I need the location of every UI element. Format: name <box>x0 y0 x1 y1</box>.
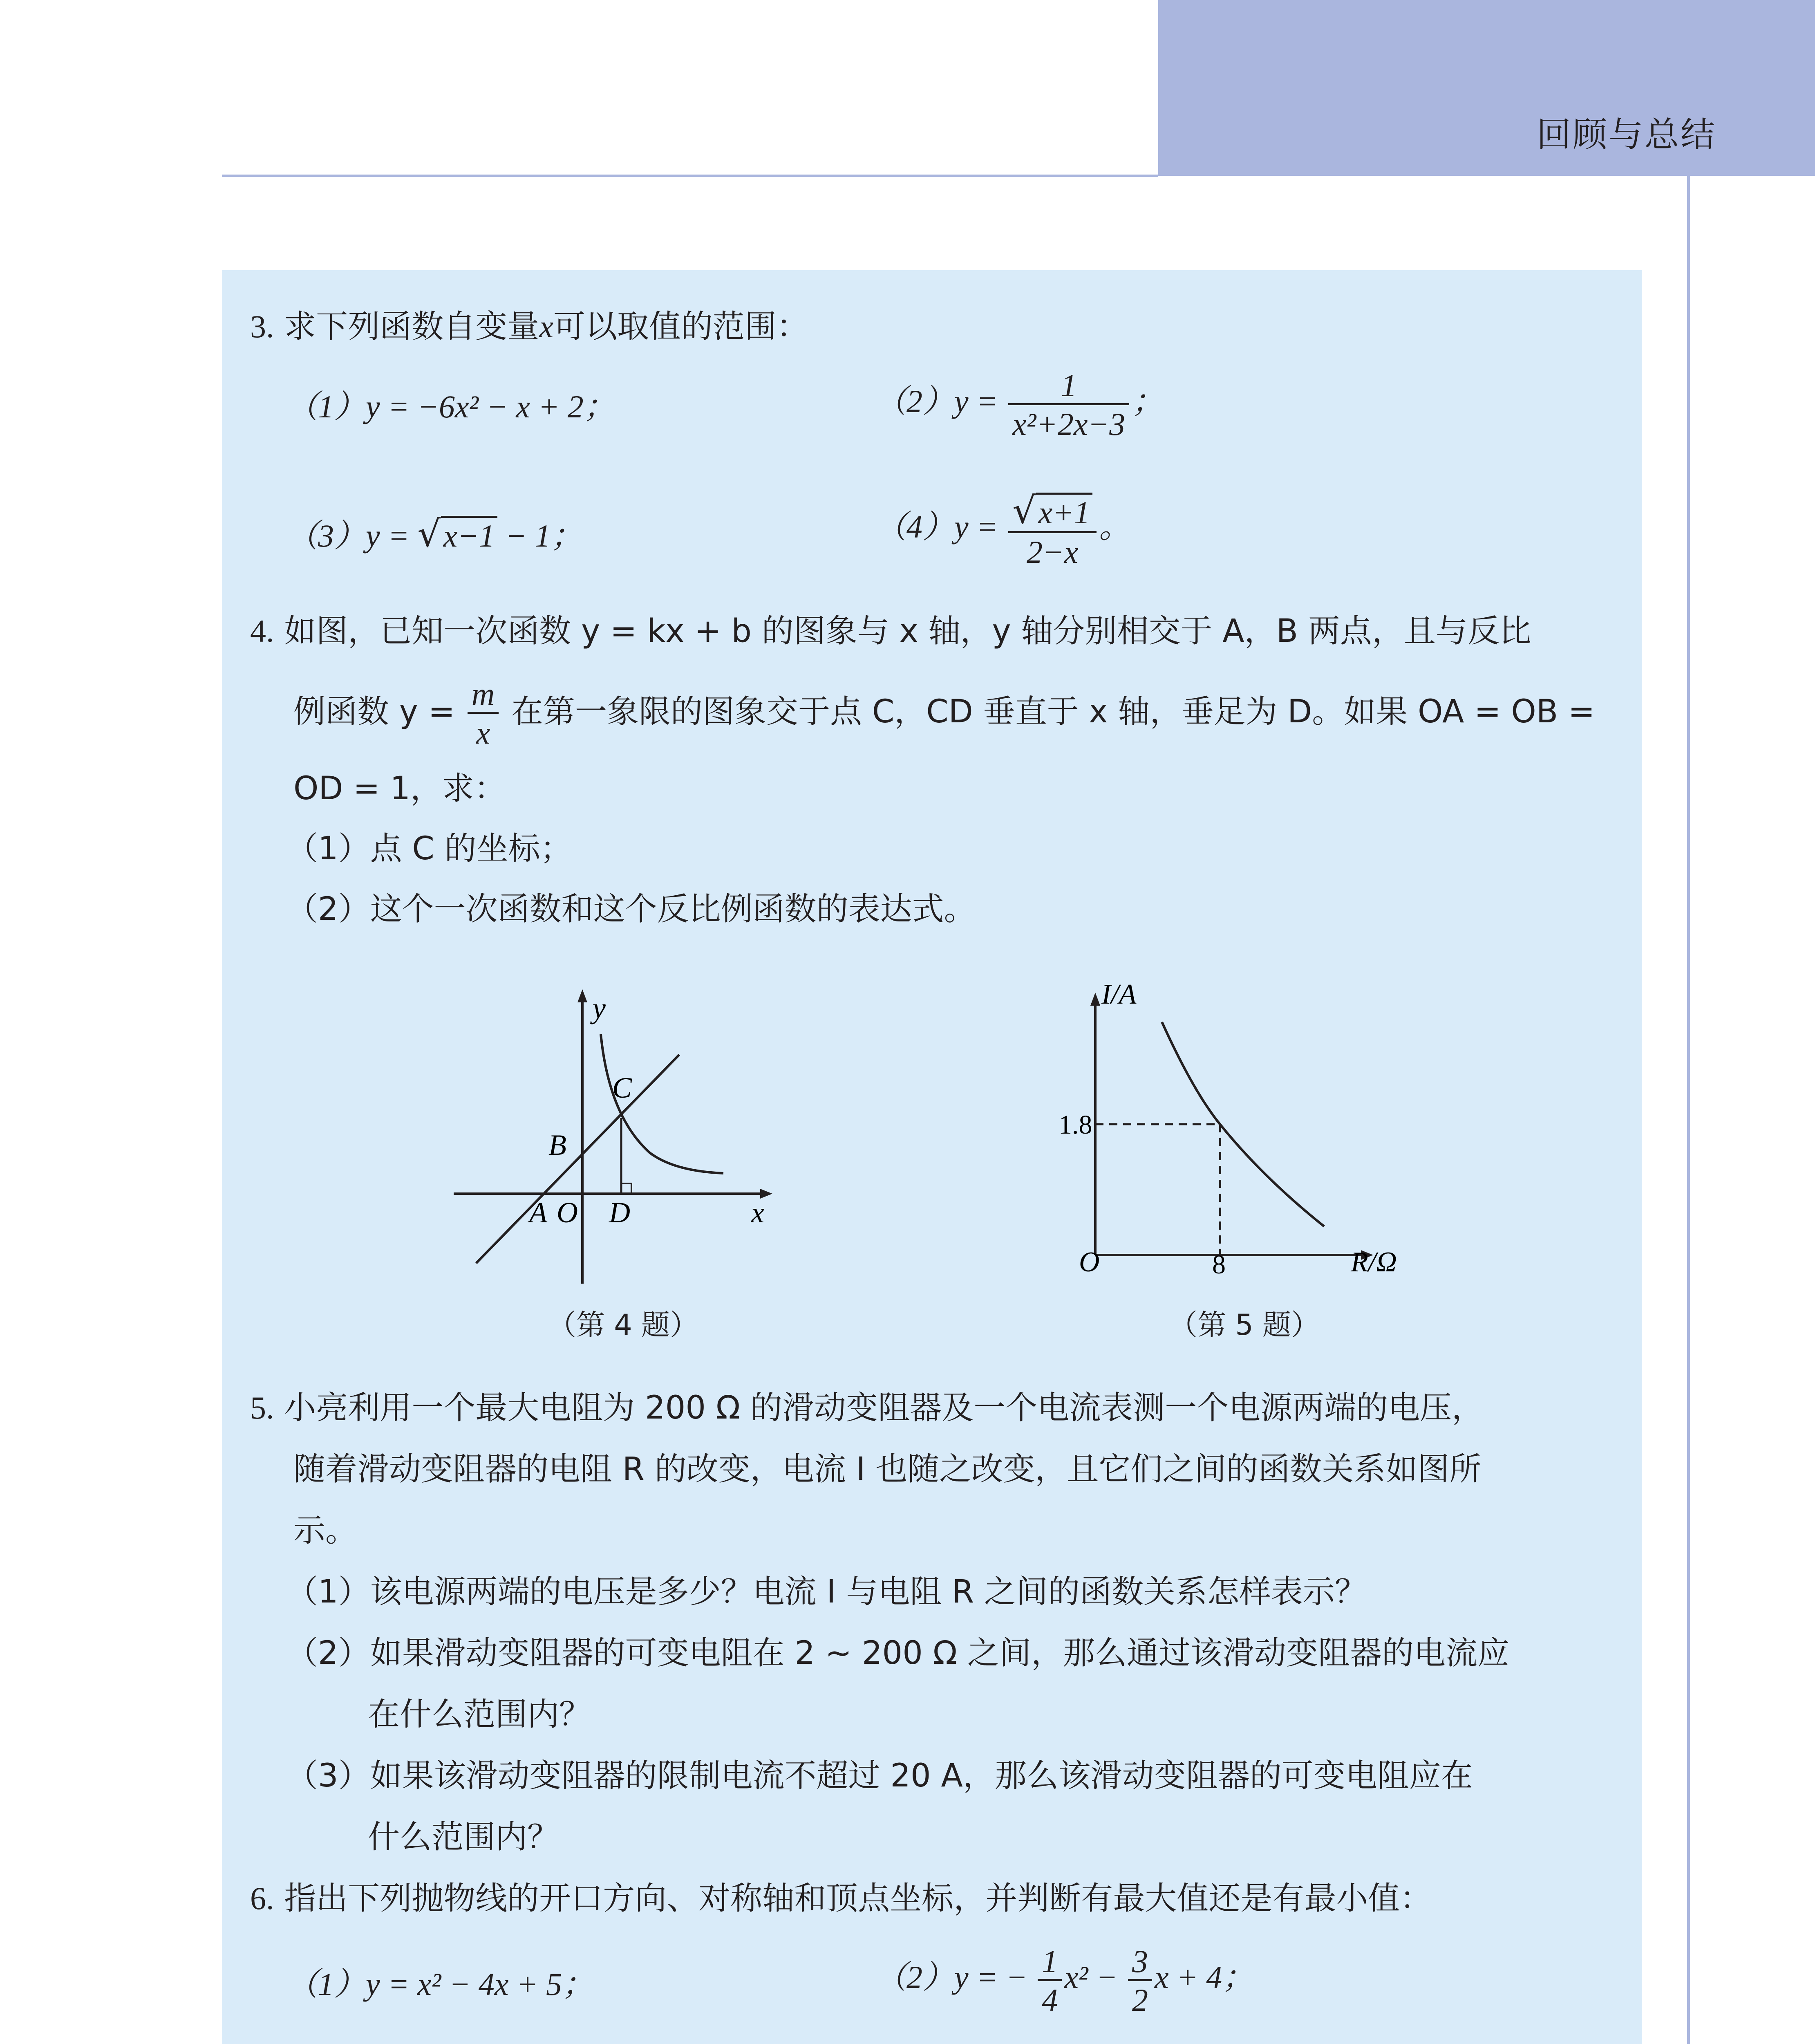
label-a: A <box>529 1196 547 1229</box>
q5-line2: 随着滑动变阻器的电阻 R 的改变，电流 I 也随之改变，且它们之间的函数关系如图所 <box>293 1451 1482 1488</box>
q5-sub3b: 什么范围内？ <box>368 1819 559 1856</box>
q5-sub1: （1）该电源两端的电压是多少？电流 I 与电阻 R 之间的函数关系怎样表示？ <box>286 1573 1367 1610</box>
q4-sub1: （1）点 C 的坐标； <box>286 830 572 867</box>
label-b: B <box>548 1129 566 1161</box>
xtick-label: 8 <box>1212 1250 1226 1280</box>
label-o: O <box>557 1196 578 1229</box>
q6-part1: （1）y = x² − 4x + 5； <box>286 1966 594 2002</box>
figure-5-caption: （第 5 题） <box>1169 1308 1320 1342</box>
label-y: y <box>593 992 606 1024</box>
figure-4-caption: （第 4 题） <box>548 1308 699 1342</box>
q3-part4: （4）y = $\frac{√x+1}{2-x}$ 。 <box>875 489 1131 570</box>
q5-line3: 示。 <box>293 1512 358 1549</box>
header-rule <box>222 175 1158 177</box>
q3-part3: （3）y = √x−1 − 1； <box>286 513 583 556</box>
q4-line3: OD = 1，求： <box>293 770 506 807</box>
figure-4 <box>441 981 793 1292</box>
margin-rule <box>1687 176 1690 2044</box>
label-x: x <box>751 1196 764 1229</box>
q3-stem: 3. 求下列函数自变量x可以取值的范围： <box>250 308 808 345</box>
q5-sub2b: 在什么范围内？ <box>368 1696 591 1733</box>
q5-line1: 5. 小亮利用一个最大电阻为 200 Ω 的滑动变阻器及一个电流表测一个电源两端的电压， <box>250 1390 1484 1426</box>
i-arrow-icon <box>1090 993 1100 1006</box>
q3-part2: （2）y = $\frac{1}{\text{x²+2x−3}}$ ； <box>875 368 1164 442</box>
q4-line1: 4. 如图，已知一次函数 y = kx + b 的图象与 x 轴，y 轴分别相交于 A，B 两点，且与反比 <box>250 613 1531 650</box>
origin-label: O <box>1079 1246 1100 1278</box>
q5-sub2a: （2）如果滑动变阻器的可变电阻在 2 ~ 200 Ω 之间，那么通过该滑动变阻器的电流应 <box>286 1635 1510 1672</box>
q6-stem: 6. 指出下列抛物线的开口方向、对称轴和顶点坐标，并判断有最大值还是有最小值： <box>250 1880 1432 1917</box>
q3-part1: （1）y = −6x² − x + 2； <box>286 389 615 424</box>
xlabel: R/Ω <box>1351 1246 1397 1278</box>
right-angle-mark <box>621 1183 631 1194</box>
q4-line2: 例函数 y = $\frac{m}{x}$ 在第一象限的图象交于点 C，CD 垂直于 x 轴，垂足为 D。如果 OA = OB = <box>293 676 1595 751</box>
ytick-label: 1.8 <box>1059 1110 1092 1140</box>
q6-part2: （2）y = − $\frac{1}{4}$ x² − $\frac{3}{2}$ x + 4； <box>875 1943 1254 2018</box>
q4-sub2: （2）这个一次函数和这个反比例函数的表达式。 <box>286 891 976 928</box>
label-c: C <box>612 1071 632 1104</box>
q5-sub3a: （3）如果该滑动变阻器的限制电流不超过 20 A，那么该滑动变阻器的可变电阻应在 <box>286 1757 1473 1794</box>
label-d: D <box>609 1196 630 1229</box>
figure-5 <box>1046 973 1422 1292</box>
linear-function-line <box>476 1055 679 1263</box>
section-title: 回顾与总结 <box>1537 114 1717 155</box>
ylabel: I/A <box>1101 979 1137 1010</box>
y-arrow-icon <box>577 989 587 1002</box>
